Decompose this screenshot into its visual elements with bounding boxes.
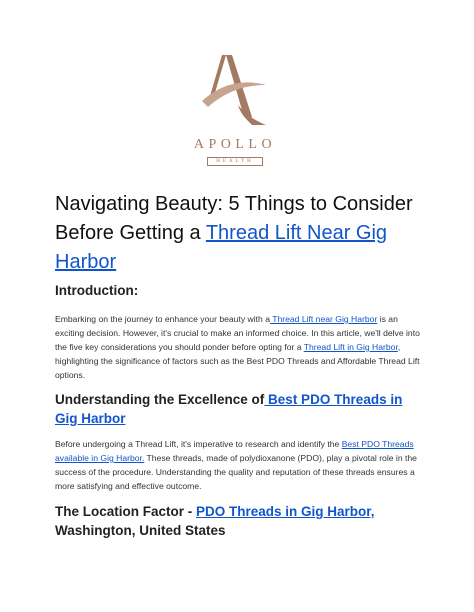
section-1-paragraph	[55, 437, 420, 493]
logo-subtitle: HEALTH	[207, 157, 263, 166]
best-pdo-threads-link[interactable]: Best PDO Threads in Gig Harbor	[55, 392, 403, 426]
title-text: Navigating Beauty: 5 Things to Consider Before Getting a	[55, 193, 413, 244]
apollo-health-logo	[180, 55, 290, 165]
intro-text-b: is an exciting decision. However, it's crucial to make an informed choice. In this article, we'll delve into the five key considerations you should ponder before opting for a	[55, 314, 420, 352]
apollo-logo-mark-icon	[202, 55, 268, 135]
section-2-heading-text-b: Washington, United States	[55, 523, 226, 538]
best-pdo-available-link[interactable]: Best PDO Threads available in Gig Harbor.	[55, 439, 414, 463]
section-2-heading-text-a: The Location Factor -	[55, 504, 197, 519]
intro-text-c: , highlighting the significance of factors such as the Best PDO Threads and Affordable Thread Lift options.	[55, 342, 420, 380]
intro-paragraph	[55, 312, 420, 382]
intro-text-a: Embarking on the journey to enhance your beauty with a	[55, 314, 270, 324]
logo-name: APOLLO	[193, 137, 277, 152]
section-1-text-a: Before undergoing a Thread Lift, it's imperative to research and identify the	[55, 439, 342, 449]
title-link[interactable]: Thread Lift Near Gig Harbor	[55, 222, 388, 273]
thread-lift-in-link[interactable]: Thread Lift in Gig Harbor	[303, 342, 398, 352]
pdo-threads-gig-harbor-link[interactable]: PDO Threads in Gig Harbor,	[196, 504, 375, 519]
section-1-text-b: These threads, made of polydioxanone (PDO), play a pivotal role in the success of the procedure. Understanding the quality and reputation of these threads ensures a more satisfying and effective outcome.	[55, 453, 417, 491]
thread-lift-near-link[interactable]: Thread Lift near Gig Harbor	[269, 314, 378, 324]
section-2-heading	[55, 502, 425, 540]
intro-heading: Introduction:	[55, 283, 139, 298]
section-1-heading	[55, 390, 425, 428]
section-1-heading-text: Understanding the Excellence of	[55, 392, 265, 407]
document-title	[55, 190, 425, 277]
